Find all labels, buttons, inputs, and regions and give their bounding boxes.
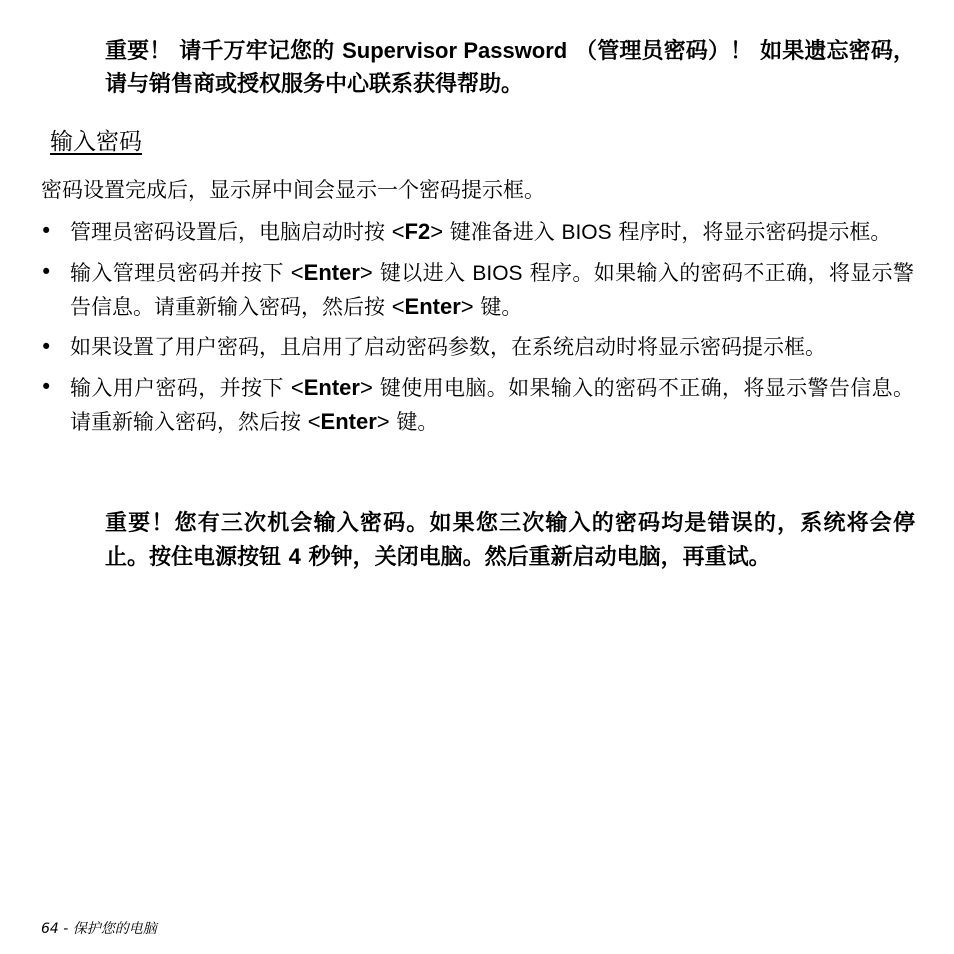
item-text: 如果设置了用户密码，且启用了启动密码参数，在系统启动时将显示密码提示框。 [70,335,826,359]
note-text: （管理员密码）！ 如果遗忘密码，请与销售商或授权服务中心联系获得帮助。 [105,39,915,97]
key-enter: Enter [303,260,360,285]
bracket: > [460,294,474,319]
item-text: 键准备进入 [443,220,562,244]
item-text: 程序时，将显示密码提示框。 [611,220,892,244]
list-item [0,256,914,324]
important-note-three-attempts [105,507,915,574]
bracket: < [391,294,405,319]
seconds-number: 4 [288,544,301,569]
item-text: 输入管理员密码并按下 [70,261,291,285]
item-text: 键。 [473,295,523,319]
item-text: 输入用户密码，并按下 [70,376,291,400]
list-item [0,331,914,364]
important-note-supervisor-password [105,34,915,101]
page-footer: 64 - 保护您的电脑 [41,921,157,937]
supervisor-password-term: Supervisor Password [342,38,568,63]
bracket: > [359,375,373,400]
section-heading: 输入密码 [50,129,142,155]
note-text: 重要！ 请千万牢记您的 [105,39,343,64]
bracket: > [376,409,390,434]
note-text: 重要！您有三次机会输入密码。如果您三次输入的密码均是错误的，系统将会停止。按住电源按钮 [105,511,915,570]
bios-term: BIOS [472,262,523,285]
item-text: 键。 [389,410,439,434]
key-f2: F2 [404,219,431,244]
bracket: > [359,260,373,285]
bracket: > [430,219,444,244]
bracket: < [290,260,304,285]
list-item [0,371,914,439]
item-text: 管理员密码设置后，电脑启动时按 [70,220,392,244]
bracket: < [290,375,304,400]
item-text: 键使用电脑。如果输入的密码不正确，将显示警告信息。请重新输入密码，然后按 [70,376,914,434]
bracket: < [391,219,405,244]
bullet-marker: • [40,260,53,284]
bullet-list [0,215,954,446]
bullet-marker: • [40,335,53,359]
section-intro: 密码设置完成后，显示屏中间会显示一个密码提示框。 [41,178,545,202]
bullet-marker: • [40,375,53,399]
item-text: 程序。如果输入的密码不正确，将显示警告信息。请重新输入密码，然后按 [70,261,914,319]
item-text: 键以进入 [372,261,473,285]
list-item [0,215,914,249]
note-text: 秒钟，关闭电脑。然后重新启动电脑，再重试。 [300,545,771,570]
key-enter: Enter [404,294,461,319]
bullet-marker: • [40,219,53,243]
bios-term: BIOS [561,221,612,244]
key-enter: Enter [320,409,377,434]
key-enter: Enter [303,375,360,400]
bracket: < [307,409,321,434]
